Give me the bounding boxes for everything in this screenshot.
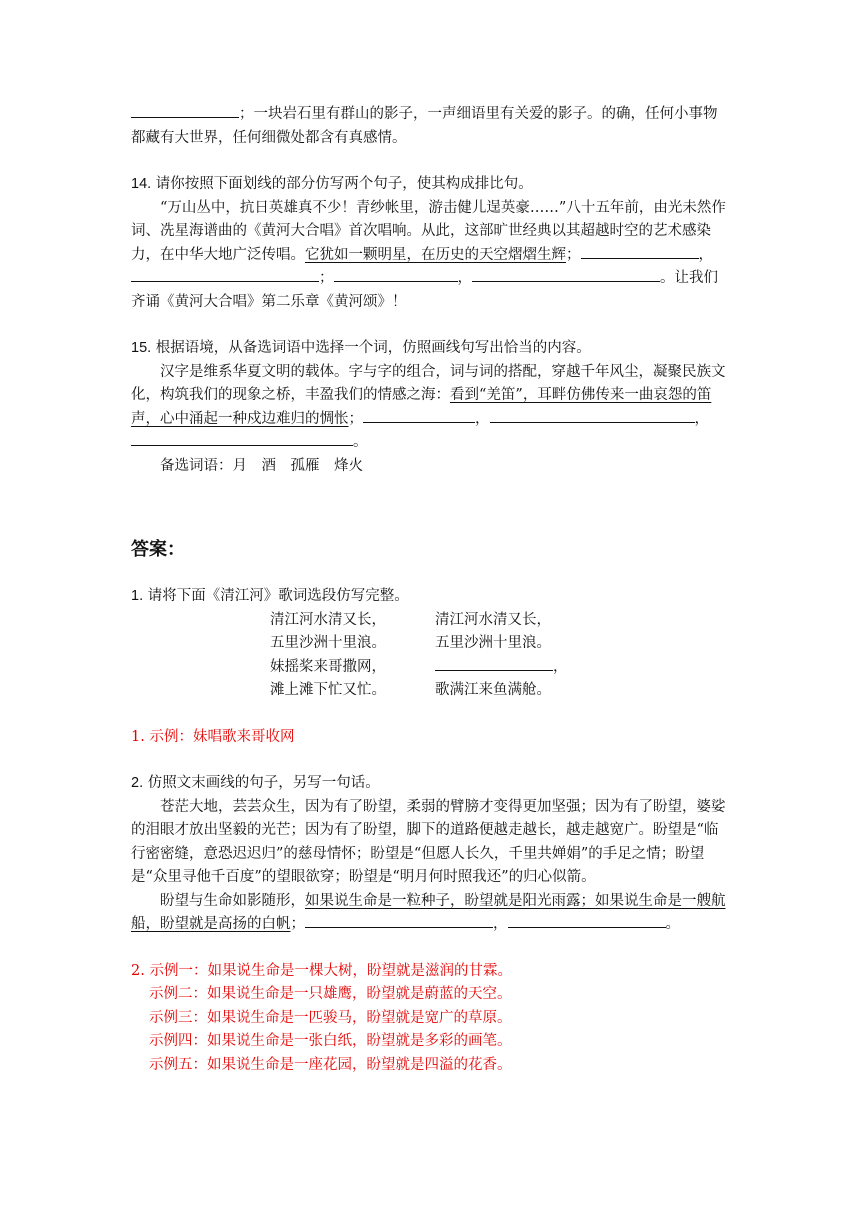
solution-line: 示例四：如果说生命是一张白纸，盼望就是多彩的画笔。	[149, 1033, 512, 1049]
answer-blank[interactable]	[435, 656, 553, 671]
answer-blank[interactable]	[508, 913, 588, 928]
answer-blank[interactable]	[581, 244, 699, 259]
answer-2-passage: 苍茫大地，芸芸众生，因为有了盼望，柔弱的臂膀才变得更加坚强；因为有了盼望，婆娑的泪眼才放出坚毅的光芒；因为有了盼望，脚下的道路便越走越长，越走越宽广。盼望是“临行密密缝，意恐迟迟归”的慈母情怀；盼望是“但愿人长久，千里共婵娟”的手足之情；盼望是“众里寻他千百度”的望眼欲穿；盼望是“明月何时照我还”的归心似箭。	[131, 798, 726, 885]
solution-line: 2. 示例一：如果说生命是一棵大树，盼望就是滋润的甘霖。	[131, 962, 512, 979]
candidate-words: 备选词语：月 酒 孤雁 烽火	[160, 457, 363, 474]
answer-blank[interactable]	[472, 267, 660, 282]
answer-blank[interactable]	[334, 267, 426, 282]
answer-blank[interactable]	[363, 408, 475, 423]
answer-1-solution: 1. 示例：妹唱歌来哥收网	[131, 728, 295, 745]
lyrics-row: 妹摇桨来哥撒网， ，	[270, 656, 729, 680]
document-content	[131, 103, 729, 1077]
answer-1-prompt: 1. 请将下面《清江河》歌词选段仿写完整。	[131, 588, 409, 604]
lyrics-row: 滩上滩下忙又忙。 歌满江来鱼满舱。	[270, 682, 551, 698]
question-14-passage: “万山丛中，抗日英雄真不少！青纱帐里，游击健儿逞英豪……”八十五年前，由光未然作词、冼星海谱曲的《黄河大合唱》首次唱响。从此，这部旷世经典以其超越时空的艺术感染力，在中华大地广泛传唱。它犹如一颗明星，在历史的天空熠熠生辉； ，； ， 。让我们齐诵《黄河大合唱》第二乐章《黄河颂》！	[131, 199, 726, 310]
lyrics-excerpt	[270, 609, 729, 703]
question-15-passage: 汉字是维系华夏文明的载体。字与字的组合，词与词的搭配，穿越千年风尘，凝聚民族文化，构筑我们的现象之桥，丰盈我们的情感之海：看到“羌笛”，耳畔仿佛传来一曲哀怨的笛声，心中涌起一种戍边难归的惆怅； ， ，。	[131, 363, 726, 450]
underlined-model-sentence: 如果说生命是一粒种子，盼望就是阳光雨露；如果说生命是一艘航船，盼望就是高扬的白帆	[131, 892, 726, 932]
solution-line: 示例五：如果说生命是一座花园，盼望就是四溢的花香。	[149, 1056, 512, 1073]
answer-blank[interactable]	[426, 267, 458, 282]
lyrics-row: 五里沙洲十里浪。 五里沙洲十里浪。	[270, 635, 551, 651]
answer-2-passage-ending: 盼望与生命如影随形，如果说生命是一粒种子，盼望就是阳光雨露；如果说生命是一艘航船，盼望就是高扬的白帆； ， 。	[131, 892, 726, 932]
answer-blank[interactable]	[490, 408, 695, 423]
answer-2-solutions	[131, 960, 729, 1078]
answer-blank[interactable]	[131, 267, 319, 282]
solution-line: 示例三：如果说生命是一匹骏马，盼望就是宽广的草原。	[149, 1009, 512, 1026]
answer-heading: 答案：	[131, 539, 185, 560]
question-15-prompt: 15. 根据语境，从备选词语中选择一个词，仿照画线句写出恰当的内容。	[131, 340, 591, 356]
lyrics-row: 清江河水清又长， 清江河水清又长，	[270, 611, 551, 628]
answer-blank[interactable]	[588, 913, 666, 928]
intro-paragraph: ；一块岩石里有群山的影子，一声细语里有关爱的影子。的确，任何小事物都藏有大世界，任何细微处都含有真感情。	[131, 103, 729, 150]
solution-line: 示例二：如果说生命是一只雄鹰，盼望就是蔚蓝的天空。	[149, 986, 512, 1002]
underlined-model-sentence: 看到“羌笛”，耳畔仿佛传来一曲哀怨的笛声，心中涌起一种戍边难归的惆怅	[131, 387, 712, 427]
answer-2-prompt: 2. 仿照文末画线的句子，另写一句话。	[131, 775, 380, 791]
answer-blank[interactable]	[131, 431, 353, 446]
answer-blank[interactable]	[305, 913, 493, 928]
underlined-model-sentence: 它犹如一颗明星，在历史的天空熠熠生辉	[305, 246, 566, 263]
answer-blank[interactable]	[131, 103, 239, 118]
question-14-prompt: 14. 请你按照下面划线的部分仿写两个句子，使其构成排比句。	[131, 176, 533, 192]
